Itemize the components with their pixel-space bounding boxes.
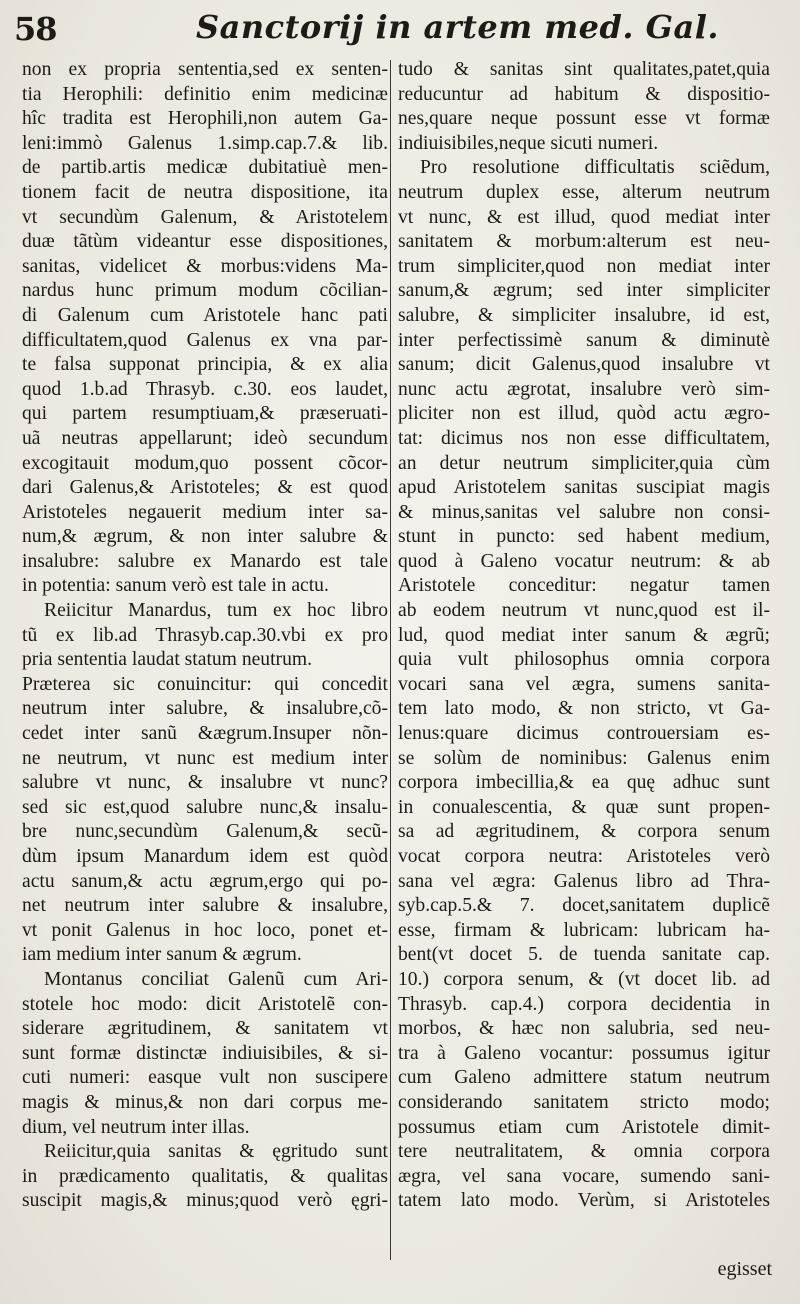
page-header — [0, 4, 800, 50]
text-line: syb.cap.5.& 7. docet,sanitatem duplicẽ — [398, 895, 770, 917]
text-line: corpora imbecillia,& ea quę adhuc sunt — [398, 772, 770, 794]
text-line: Pro resolutione difficultatis sciẽdum, — [420, 157, 770, 179]
text-line: di Galenum cum Aristotele hanc pati — [22, 304, 388, 326]
text-line: tũ ex lib.ad Thrasyb.cap.30.vbi ex pro — [22, 624, 388, 646]
text-line: in prædicamento qualitatis, & qualitas — [22, 1165, 388, 1187]
text-line: de partib.artis medicæ dubitatiuè men- — [22, 157, 388, 179]
text-line: indiuisibiles,neque sicuti numeri. — [398, 132, 659, 154]
text-line: uã neutras appellarunt; ideò secundum — [22, 427, 388, 449]
text-line: sunt formæ distinctæ indiuisibiles, & si- — [22, 1042, 388, 1064]
text-line: Thrasyb. cap.4.) corpora decidentia in — [398, 993, 770, 1015]
text-line: sanitatem & morbum:alterum est neu- — [398, 231, 770, 253]
text-line: se solùm de nominibus: Galenus enim — [398, 747, 770, 769]
text-line: reducuntur ad habitum & dispositio- — [398, 83, 770, 105]
text-line: an detur neutrum simpliciter,quia cùm — [398, 452, 770, 474]
text-line: ab eodem neutrum vt nunc,quod est il- — [398, 600, 770, 622]
text-line: iam medium inter sanum & ægrum. — [22, 944, 302, 966]
text-line: vt secundùm Galenum, & Aristotelem — [22, 206, 388, 228]
text-line: Montanus conciliat Galenũ cum Ari- — [44, 968, 388, 990]
text-line: & minus,sanitas vel salubre non consi- — [398, 501, 770, 523]
text-line: 10.) corpora senum, & (vt docet lib. ad — [398, 968, 770, 990]
text-line: Aristoteles negauerit medium inter sa- — [22, 501, 388, 523]
text-line: lud, quod mediat inter sanum & ægrũ; — [398, 624, 770, 646]
text-line: vocat corpora neutra: Aristoteles verò — [398, 846, 770, 867]
text-line: lenus:quare dicimus controuersiam es- — [398, 723, 770, 745]
text-line: cuti numeri: easque vult non suscipere — [22, 1067, 388, 1089]
page-number: 58 — [14, 10, 57, 48]
text-line: sed sic est,quod salubre nunc,& insalu- — [22, 796, 388, 818]
text-line: tere neutralitatem, & omnia corpora — [398, 1141, 770, 1163]
text-line: net neutrum inter salubre & insalubre, — [22, 895, 388, 917]
text-line: nes,quare neque possunt esse vt formæ — [398, 108, 770, 130]
text-line: vt nunc, & est illud, quod mediat inter — [398, 206, 770, 228]
text-line: in potentia: sanum verò est tale in actu. — [22, 575, 329, 597]
text-line: insalubre: salubre ex Manardo est tale — [22, 550, 388, 572]
text-line: tia Herophili: definitio enim medicinæ — [22, 83, 388, 105]
text-line: salubre, & simpliciter insalubre, id est, — [398, 304, 770, 326]
column-divider — [390, 60, 391, 1260]
text-line: esse, firmam & lubricam: lubricam ha- — [398, 919, 770, 941]
text-line: dari Galenus,& Aristoteles; & est quod — [22, 477, 388, 499]
text-line: quod 1.b.ad Thrasyb. c.30. eos laudet, — [22, 378, 388, 400]
text-line: duæ tãtùm videantur esse dispositiones, — [22, 231, 388, 253]
text-line: considerando sanitatem stricto modo; — [398, 1091, 770, 1113]
text-line: sana vel ægra: Galenus libro ad Thra- — [398, 870, 770, 892]
text-line: tem lato modo, & non stricto, vt Ga- — [398, 698, 770, 720]
text-line: hîc tradita est Herophili,non autem Ga- — [22, 108, 388, 130]
text-line: non ex propria sententia,sed ex senten- — [22, 59, 388, 80]
text-line: ægra, vel sana vocare, sumendo sani- — [398, 1165, 770, 1187]
text-line: salubre vt nunc, & insalubre vt nunc? — [22, 772, 388, 794]
text-line: actu sanum,& actu ægrum,ergo qui po- — [22, 870, 388, 892]
text-line: neutrum duplex esse, alterum neutrum — [398, 181, 770, 203]
text-line: in conualescentia, & quæ sunt propen- — [398, 796, 770, 818]
text-line: nunc actu ægrotat, insalubre verò sim- — [398, 378, 770, 400]
text-line: vt ponit Galenus in hoc loco, ponet et- — [22, 919, 388, 941]
text-line: quia vult philosophus omnia corpora — [398, 649, 770, 671]
running-head: Sanctorij in artem med. Gal. — [196, 8, 719, 46]
text-line: sa ad ægritudinem, & corpora senum — [398, 821, 770, 843]
text-line: inter perfectissimè sanum & diminutè — [398, 329, 770, 351]
text-line: tra à Galeno vocantur: possumus igitur — [398, 1042, 770, 1064]
text-line: qui partem resumptiuam,& præseruati- — [22, 403, 388, 425]
text-line: neutrum inter salubre, & insalubre,cõ- — [22, 698, 388, 720]
text-line: te falsa supponat principia, & ex alia — [22, 354, 388, 376]
right-column — [398, 58, 770, 1214]
text-line: tatem lato modo. Verùm, si Aristoteles — [398, 1190, 770, 1212]
text-line: Aristotele conceditur: negatur tamen — [398, 575, 770, 597]
text-line: magis & minus,& non dari corpus me- — [22, 1091, 388, 1113]
text-line: sanum,& ægrum; sed inter simpliciter — [398, 280, 770, 302]
text-line: cedet inter sanũ &ægrum.Insuper nõn- — [22, 723, 388, 745]
text-line: dium, vel neutrum inter illas. — [22, 1116, 250, 1138]
text-line: pria sententia laudat statum neutrum. — [22, 649, 313, 671]
text-line: quod à Galeno vocatur neutrum: & ab — [398, 550, 770, 572]
text-line: num,& ægrum, & non inter salubre & — [22, 526, 388, 548]
text-line: sanitas, videlicet & morbus:videns Ma- — [22, 255, 388, 277]
text-line: bent(vt docet 5. de tuenda sanitate cap. — [398, 944, 770, 966]
text-line: stotele hoc modo: dicit Aristotelẽ con- — [22, 993, 388, 1015]
text-line: excogitauit modum,quo possent cõcor- — [22, 452, 388, 474]
text-line: apud Aristotelem sanitas suscipiat magis — [398, 477, 770, 499]
text-line: possumus etiam cum Aristotele dimit- — [398, 1116, 770, 1138]
text-line: tat: dicimus nos non esse difficultatem, — [398, 427, 770, 449]
text-line: cum Galeno admittere statum neutrum — [398, 1067, 770, 1089]
text-line: leni:immò Galenus 1.simp.cap.7.& lib. — [22, 132, 388, 154]
text-line: siderare ægritudinem, & sanitatem vt — [22, 1018, 388, 1040]
text-line: Præterea sic conuincitur: qui concedit — [22, 673, 388, 695]
text-line: vocari sana vel ægra, sumens sanita- — [398, 673, 770, 695]
text-line: trum simpliciter,quod non mediat inter — [398, 255, 770, 277]
catchword: egisset — [717, 1258, 772, 1280]
text-line: Reiicitur Manardus, tum ex hoc libro — [44, 600, 388, 622]
left-column — [22, 58, 388, 1214]
text-line: nardus hunc primum modum cõcilian- — [22, 280, 388, 302]
text-line: tudo & sanitas sint qualitates,patet,quia — [398, 59, 770, 80]
text-line: difficultatem,quod Galenus ex vna par- — [22, 329, 388, 351]
text-line: ne neutrum, vt nunc est medium inter — [22, 747, 388, 769]
text-line: Reiicitur,quia sanitas & ęgritudo sunt — [44, 1141, 388, 1163]
text-line: sanum; dicit Galenus,quod insalubre vt — [398, 354, 770, 376]
text-line: stunt in puncto: sed habent medium, — [398, 526, 770, 548]
text-line: tionem facit de neutra dispositione, ita — [22, 181, 388, 203]
text-line: morbos, & hæc non salubria, sed neu- — [398, 1018, 770, 1040]
text-line: dùm ipsum Manardum idem est quòd — [22, 846, 388, 867]
text-line: pliciter non est illud, quòd actu ægro- — [398, 403, 770, 425]
text-line: suscipit magis,& minus;quod verò ęgri- — [22, 1190, 388, 1212]
text-line: bre nunc,secundùm Galenum,& secũ- — [22, 821, 388, 843]
